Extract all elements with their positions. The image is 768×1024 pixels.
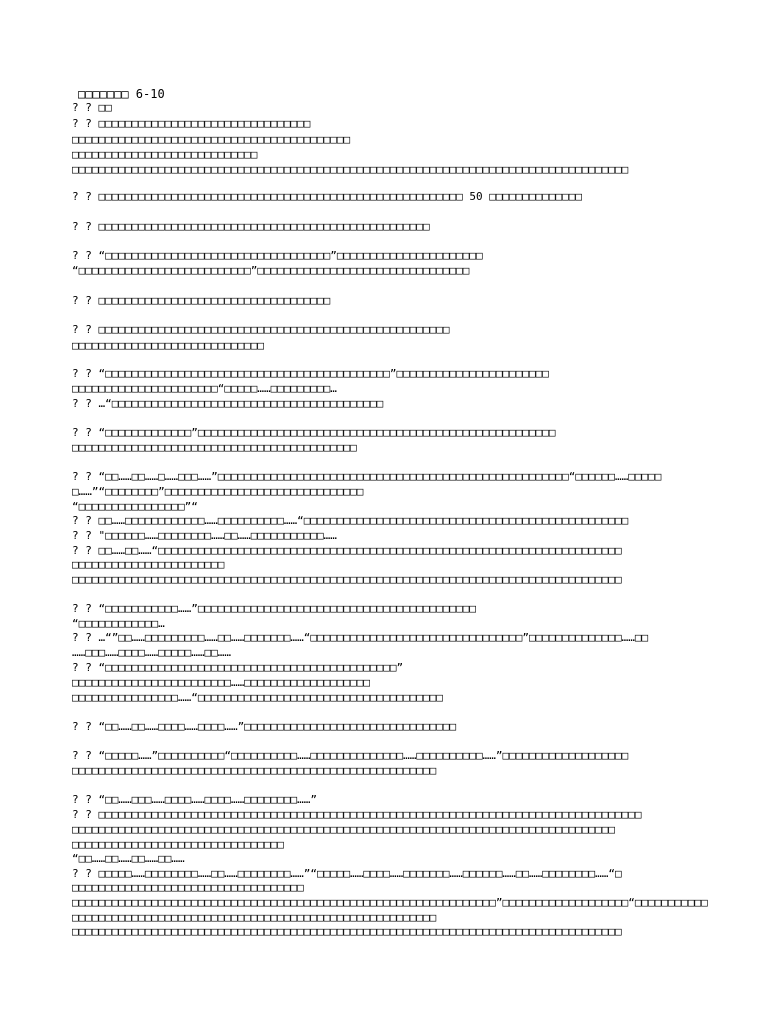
- text-line: □□□□□□□□□□□□□□□□□□□□□□□□□□□□□□□□□□□□□□□□□□□□□□□□□□□□□□□□□□□□□□□□□□□□□□□□□□□□□□□□□□□: [72, 573, 622, 586]
- text-line: ? ? □□□□□□□□□□□□□□□□□□□□□□□□□□□□□□□□□□□□□□□□□□□□□□□□□□□□□□□□□□□□□□□□□□□□□□□□□□□□□□□□□□: [72, 808, 642, 821]
- text-line: □□□□□□□□□□□□□□□□□□□□□□□□□□□□□□□□□□□□□□□□□□□□□□□□□□□□□□□□□□□□□□□□□□□□□□□□□□□□□□□□□□□: [72, 925, 622, 938]
- text-line: “□□□□□□□□□□□□…: [72, 617, 165, 630]
- text-line: □□□□□□□□□□□□□□□□……“□□□□□□□□□□□□□□□□□□□□□□□□□□□□□□□□□□□□□: [72, 691, 443, 704]
- text-line: ? ? □□……□□□□□□□□□□□□……□□□□□□□□□□……“□□□□□□□□□□□□□□□□□□□□□□□□□□□□□□□□□□□□□□□□□□□□□□□□□: [72, 514, 629, 527]
- text-line: ? ? “□□□□□□□□□□□□□□□□□□□□□□□□□□□□□□□□□□”□□□□□□□□□□□□□□□□□□□□□□: [72, 249, 483, 262]
- text-line: □□□□□□□□□□□□□□□□□□□□□□□□……□□□□□□□□□□□□□□□□□□□: [72, 676, 371, 689]
- text-line: □□□□□□□□□□□□□□□□□□□□□□□□□□□□□□□□: [72, 838, 284, 851]
- text-line: ? ? □□□□□……□□□□□□□□……□□……□□□□□□□□……”“□□□□□……□□□□……□□□□□□□……□□□□□□……□□……□□□□□□□□……“□: [72, 867, 622, 880]
- text-line: ? ? “□□□□□□□□□□□□□□□□□□□□□□□□□□□□□□□□□□□□□□□□□□□□”: [72, 661, 404, 674]
- text-line: ……□□□……□□□□……□□□□□……□□……: [72, 646, 231, 659]
- text-line: ? ? □□□□□□□□□□□□□□□□□□□□□□□□□□□□□□□□□□□: [72, 294, 331, 307]
- text-line: □□□□□□□□□□□□□□□□□□□□□□□□□□□□□□□□□□□□□□□□□□□: [72, 441, 357, 454]
- text-line: ? ? …“”□□……□□□□□□□□□……□□……□□□□□□□……“□□□□□□□□□□□□□□□□□□□□□□□□□□□□□□□□”□□□□□□□□□□□□□□……□□: [72, 631, 649, 644]
- text-line: □□□□□□□□□□□□□□□□□□□□□□□□□□□□□□□□□□□□□□□□□□□□□□□□□□□□□□□: [72, 911, 437, 924]
- text-line: ? ? “□□□□□□□□□□□……”□□□□□□□□□□□□□□□□□□□□□□□□□□□□□□□□□□□□□□□□□□: [72, 602, 476, 615]
- text-line: ? ? …“□□□□□□□□□□□□□□□□□□□□□□□□□□□□□□□□□□□□□□□□□: [72, 397, 384, 410]
- text-line: “□□□□□□□□□□□□□□□□”“: [72, 500, 198, 513]
- text-line: □□□□□□□□□□□□□□□□□□□□□□□□□□□□□□□□□□□□□□□□□□□□□□□□□□□□□□□□□□□□□□□□”□□□□□□□□□□□□□□□□□□□“□□□□□□□□□□□: [72, 896, 708, 909]
- text-line: □□□□□□□□□□□□□□□□□□□□□□□□□□□□□□□□□□□□□□□□□□□□□□□□□□□□□□□□□□□□□□□□□□□□□□□□□□□□□□□□□□: [72, 823, 616, 836]
- text-line: □……”“□□□□□□□□”□□□□□□□□□□□□□□□□□□□□□□□□□□□□□□: [72, 485, 364, 498]
- text-line: ? ? “□□……□□……□□□□……□□□□……”□□□□□□□□□□□□□□□□□□□□□□□□□□□□□□□□: [72, 720, 457, 733]
- text-line: □□□□□□□□□□□□□□□□□□□□□□□□□□□□□: [72, 339, 265, 352]
- text-line: “□□□□□□□□□□□□□□□□□□□□□□□□□□”□□□□□□□□□□□□□□□□□□□□□□□□□□□□□□□□: [72, 264, 470, 277]
- text-line: □□□□□□□□□□□□□□□□□□□□□□□□□□□□□□□□□□□□□□□□□□□□□□□□□□□□□□□: [72, 764, 437, 777]
- text-line: □□□□□□□□□□□□□□□□□□□□□□“□□□□□……□□□□□□□□□…: [72, 382, 337, 395]
- text-line: ? ? "□□□□□□……□□□□□□□□……□□……□□□□□□□□□□□……: [72, 529, 337, 542]
- text-line: “□□……□□……□□……□□……: [72, 852, 185, 865]
- text-line: ? ? “□□□□□□□□□□□□□”□□□□□□□□□□□□□□□□□□□□□□□□□□□□□□□□□□□□□□□□□□□□□□□□□□□□□□: [72, 426, 556, 439]
- document-title: □□□□□□□ 6-10: [78, 87, 165, 101]
- text-line: ? ? □□……□□……“□□□□□□□□□□□□□□□□□□□□□□□□□□□□□□□□□□□□□□□□□□□□□□□□□□□□□□□□□□□□□□□□□□□□□□: [72, 544, 622, 557]
- text-line: □□□□□□□□□□□□□□□□□□□□□□□□□□□□□□□□□□□: [72, 881, 304, 894]
- text-line: ? ? “□□……□□……□……□□□……”□□□□□□□□□□□□□□□□□□□□□□□□□□□□□□□□□□□□□□□□□□□□□□□□□□□□□“□□□□□□……□□□□□: [72, 470, 662, 483]
- text-line: ? ? “□□□□□□□□□□□□□□□□□□□□□□□□□□□□□□□□□□□□□□□□□□□”□□□□□□□□□□□□□□□□□□□□□□□: [72, 367, 549, 380]
- text-line: □□□□□□□□□□□□□□□□□□□□□□□: [72, 558, 225, 571]
- text-line: ? ? □□□□□□□□□□□□□□□□□□□□□□□□□□□□□□□□: [72, 117, 311, 130]
- text-line: □□□□□□□□□□□□□□□□□□□□□□□□□□□□□□□□□□□□□□□□□□: [72, 133, 351, 146]
- text-line: ? ? □□: [72, 101, 112, 114]
- text-line: ? ? □□□□□□□□□□□□□□□□□□□□□□□□□□□□□□□□□□□□□□□□□□□□□□□□□□□□□: [72, 323, 450, 336]
- text-line: ? ? □□□□□□□□□□□□□□□□□□□□□□□□□□□□□□□□□□□□□□□□□□□□□□□□□□□□□□□ 50 □□□□□□□□□□□□□□: [72, 190, 582, 203]
- text-line: □□□□□□□□□□□□□□□□□□□□□□□□□□□□□□□□□□□□□□□□□□□□□□□□□□□□□□□□□□□□□□□□□□□□□□□□□□□□□□□□□□□□: [72, 163, 629, 176]
- text-line: ? ? “□□□□□……”□□□□□□□□□□“□□□□□□□□□□……□□□□□□□□□□□□□□……□□□□□□□□□□……”□□□□□□□□□□□□□□□□□□□: [72, 749, 629, 762]
- text-line: ? ? □□□□□□□□□□□□□□□□□□□□□□□□□□□□□□□□□□□□□□□□□□□□□□□□□□: [72, 220, 430, 233]
- text-line: ? ? “□□……□□□……□□□□……□□□□……□□□□□□□□……”: [72, 793, 318, 806]
- text-line: □□□□□□□□□□□□□□□□□□□□□□□□□□□□: [72, 148, 258, 161]
